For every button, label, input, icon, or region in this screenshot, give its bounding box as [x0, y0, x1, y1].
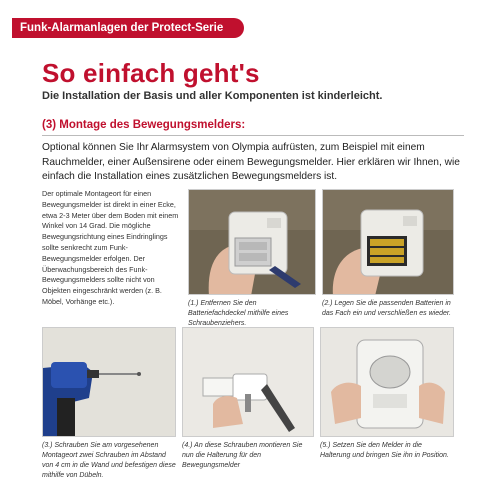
- step-2-caption: (2.) Legen Sie die passenden Batterien in das Fach ein und verschließen es wieder.: [322, 300, 451, 317]
- page-subtitle: Die Installation der Basis und aller Komponenten ist kinderleicht.: [42, 90, 383, 102]
- series-banner: Funk-Alarmanlagen der Protect-Serie: [12, 18, 244, 38]
- page-title: So einfach geht's: [42, 58, 260, 88]
- step-3-caption: (3.) Schrauben Sie am vorgesehenen Montageort zwei Schrauben im Abstand von 4 cm in die Wand und befestigen diese mithilfe von Dübeln.: [42, 442, 176, 479]
- step-4-photo: [182, 327, 314, 437]
- section-heading: (3) Montage des Bewegungsmelders:: [42, 119, 246, 131]
- mounting-tips-text: Der optimale Montageort für einen Bewegungsmelder ist direkt in einer Ecke, etwa 2-3 Meter über dem Boden mit einem Winkel von 14 Grad. Die mögliche Bewegungsrichtung eines Eindringlings sollte senkrecht zum Funk-Bewegungsmelder erfolgen. Der Überwachungsbereich des Funk-Bewegungsmelders sollte nicht von Objekten eingeschränkt werden (z. B. Möbel, Vorhänge etc.).: [42, 189, 179, 306]
- step-4-caption: (4.) An diese Schrauben montieren Sie nun die Halterung für den Bewegungsmelder: [182, 442, 303, 469]
- step-5-caption: (5.) Setzen Sie den Melder in die Halterung und bringen Sie ihn in Position.: [320, 442, 449, 459]
- section-intro: Optional können Sie Ihr Alarmsystem von Olympia aufrüsten, zum Beispiel mit einem Rauchmelder, einer Außensirene oder einem Bewegungsmelder. Hier erklären wir Ihnen, wie einfach die Installation eines zusätzlichen Bewegungsmelders ist.: [42, 142, 460, 182]
- step-3-photo: [42, 327, 176, 437]
- step-1-caption: (1.) Entfernen Sie den Batteriefachdeckel mithilfe eines Schraubenziehers.: [188, 300, 289, 327]
- step-5-photo: [320, 327, 454, 437]
- section-divider: [42, 135, 464, 136]
- step-1-photo: [188, 189, 316, 295]
- step-2-photo: [322, 189, 454, 295]
